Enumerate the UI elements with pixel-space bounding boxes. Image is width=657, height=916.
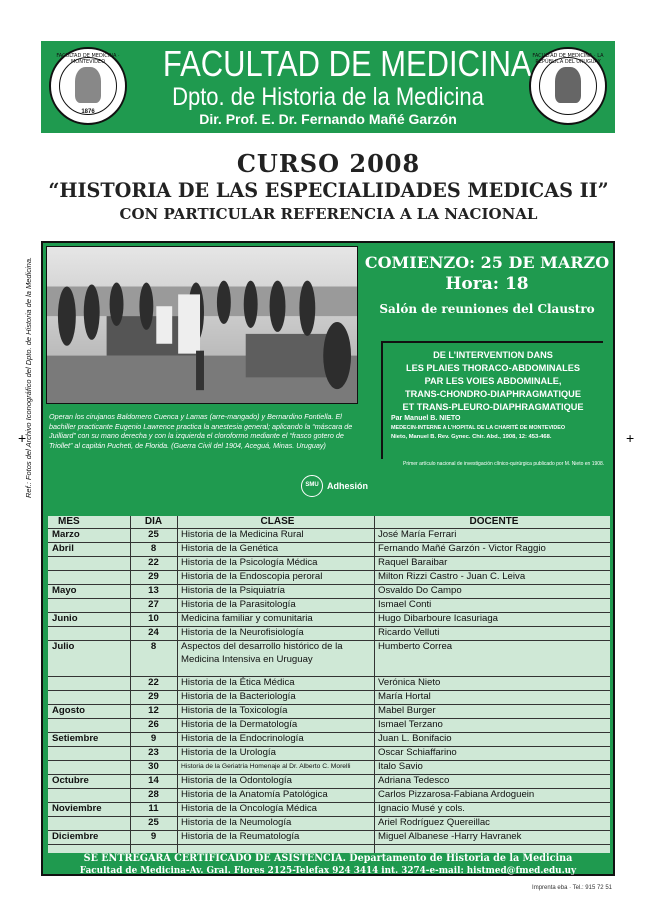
faculty-seal-right (529, 47, 607, 125)
header-director: Dir. Prof. E. Dr. Fernando Mañé Garzón (199, 111, 457, 127)
header-subtitle: Dpto. de Historia de la Medicina (172, 83, 484, 111)
article-reference: Nieto, Manuel B. Rev. Gynec. Chir. Abd., 1908, 12: 453-468. (391, 434, 552, 441)
table-row (48, 789, 610, 803)
cell-docente: Ignacio Musé y cols. (378, 803, 465, 814)
cell-mes: Diciembre (52, 831, 99, 842)
header-clase: CLASE (260, 516, 295, 527)
cell-dia: 24 (148, 627, 159, 638)
table-row (48, 641, 610, 677)
cell-clase: Historia de la Parasitología (181, 599, 296, 610)
cell-docente: Humberto Correa (378, 641, 453, 652)
cell-mes: Octubre (52, 775, 89, 786)
cell-clase: Historia de la Toxicología (181, 705, 288, 716)
cell-clase: Historia de la Genética (181, 543, 279, 554)
cell-mes: Noviembre (52, 803, 102, 814)
cell-clase: Historia de la Endocrinología (181, 733, 304, 744)
table-row (48, 817, 610, 831)
cell-mes (48, 677, 130, 690)
cell-docente: José María Ferrari (378, 529, 457, 540)
cell-docente: Raquel Baraibar (378, 557, 448, 568)
cell-clase: Historia de la Endoscopia peroral (181, 571, 323, 582)
cell-mes: Abril (52, 543, 74, 554)
cell-clase: Historia de la Odontología (181, 775, 292, 786)
cell-mes (48, 817, 130, 830)
sponsor (301, 475, 368, 497)
table-row (48, 585, 610, 599)
venue: Salón de reuniones del Claustro (379, 302, 595, 316)
seal-left-year: 1876 (81, 109, 95, 115)
article-title-line: ET TRANS-PLEURO-DIAPHRAGMATIQUE (402, 401, 584, 412)
cell-dia: 8 (150, 641, 157, 652)
table-row (48, 613, 610, 627)
cell-docente: Osvaldo Do Campo (378, 585, 462, 596)
seal-left-ring-text: FACULTAD DE MEDICINA · MONTEVIDEO (56, 53, 120, 65)
cell-clase: Historia de la Anatomía Patológica (181, 789, 328, 800)
cell-docente: Italo Savio (378, 761, 423, 772)
cell-docente: Ismael Conti (378, 599, 432, 610)
cell-clase: Historia de la Urología (181, 747, 276, 758)
cell-mes (48, 747, 130, 760)
table-row (48, 705, 610, 719)
table-row (48, 529, 610, 543)
cell-dia: 8 (150, 543, 157, 554)
cell-dia: 22 (148, 557, 159, 568)
cell-dia: 13 (148, 585, 159, 596)
cell-dia: 10 (148, 613, 159, 624)
header-docente: DOCENTE (469, 516, 519, 527)
cell-mes (48, 761, 130, 774)
cell-dia: 25 (148, 817, 159, 828)
course-info (361, 253, 613, 316)
cell-docente: Juan L. Bonifacio (378, 733, 452, 744)
footer (43, 853, 613, 875)
course-subtitle: CON PARTICULAR REFERENCIA A LA NACIONAL (119, 205, 538, 223)
table-row (48, 627, 610, 641)
cell-docente: Hugo Dibarboure Icasuriaga (378, 613, 498, 624)
cell-clase: Historia de la Medicina Rural (181, 529, 304, 540)
cell-mes: Agosto (52, 705, 86, 716)
cell-dia: 27 (148, 599, 159, 610)
cell-clase: Historia de la Psicología Médica (181, 557, 318, 568)
table-row (48, 775, 610, 789)
cell-clase: Aspectos del desarrollo histórico de la Medicina Intensiva en Uruguay (181, 641, 343, 665)
header-dia: DIA (144, 516, 163, 527)
cell-mes (48, 627, 130, 640)
article-title-line: TRANS-CHONDRO-DIAPHRAGMATIQUE (405, 388, 581, 399)
header-mes: MES (58, 516, 80, 527)
cell-clase: Historia de la Dermatología (181, 719, 298, 730)
cell-clase: Historia de la Neurofisiología (181, 627, 304, 638)
cell-clase: Historia de la Ética Médica (181, 677, 295, 688)
cell-mes (48, 691, 130, 704)
cell-dia: 14 (148, 775, 159, 786)
header-title: FACULTAD DE MEDICINA (162, 43, 532, 84)
table-row (48, 571, 610, 585)
cell-mes: Junio (52, 613, 78, 624)
schedule-table (48, 516, 610, 853)
cell-docente: Mabel Burger (378, 705, 436, 716)
cell-clase: Historia de la Bacteriología (181, 691, 296, 702)
article-title-line: LES PLAIES THORACO-ABDOMINALES (405, 362, 581, 373)
cell-mes: Setiembre (52, 733, 99, 744)
start-date: COMIENZO: 25 DE MARZO (364, 253, 610, 272)
cell-docente: Ariel Rodríguez Quereillac (378, 817, 490, 828)
cell-docente: Verónica Nieto (378, 677, 441, 688)
crop-mark-left: + (18, 430, 27, 446)
seal-right-ring-text: FACULTAD DE MEDICINA · LA REPÚBLICA DEL URUGUAY (532, 53, 604, 65)
cell-docente: Oscar Schiaffarino (378, 747, 457, 758)
cell-clase: Historia de la Reumatología (181, 831, 300, 842)
cell-clase: Historia de la Oncología Médica (181, 803, 317, 814)
footer-contact: Facultad de Medicina-Av. Gral. Flores 2125-Telefax 924 3414 int. 3274-e-mail: histmed@fmed.edu.uy (79, 865, 577, 876)
cell-dia: 29 (148, 691, 159, 702)
start-hour: Hora: 18 (445, 274, 529, 294)
cell-clase: Historia de la Geriatría Homenaje al Dr. Alberto C. Morelli (181, 763, 351, 770)
course-title: “HISTORIA DE LAS ESPECIALIDADES MEDICAS II” (48, 178, 609, 202)
cell-clase: Medicina familiar y comunitaria (181, 613, 313, 624)
article-box (381, 341, 603, 459)
table-row (48, 803, 610, 817)
cell-docente: Miguel Albanese -Harry Havranek (378, 831, 522, 842)
footer-certificate: SE ENTREGARÁ CERTIFICADO DE ASISTENCIA. Departamento de Historia de la Medicina (83, 853, 573, 864)
table-row (48, 677, 610, 691)
article-position: MEDECIN-INTERNE A L’HOPITAL DE LA CHARITÉ DE MONTEVIDEO (391, 425, 566, 432)
crop-mark-right: + (626, 430, 635, 446)
cell-dia: 12 (148, 705, 159, 716)
cell-dia: 25 (148, 529, 159, 540)
cell-mes (48, 557, 130, 570)
cell-docente: Ismael Terzano (378, 719, 443, 730)
main-panel (41, 241, 615, 876)
table-row (48, 831, 610, 845)
cell-docente: Ricardo Velluti (378, 627, 440, 638)
printer-credit: Imprenta eba · Tel.: 915 72 51 (532, 885, 612, 891)
article-note: Primer artículo nacional de investigación clínico-quirúrgica publicado por M. Nieto en 1908. (403, 461, 605, 467)
cell-mes (48, 789, 130, 802)
cell-docente: Carlos Pizzarosa-Fabiana Ardoguein (378, 789, 535, 800)
cell-dia: 28 (148, 789, 159, 800)
course-year: CURSO 2008 (236, 149, 421, 178)
cell-docente: María Hortal (378, 691, 431, 702)
cell-dia: 30 (148, 761, 159, 772)
article-title-line: PAR LES VOIES ABDOMINALE, (424, 375, 562, 386)
cell-mes (48, 599, 130, 612)
cell-dia: 23 (148, 747, 159, 758)
photo-caption: Operan los cirujanos Baldomero Cuenca y Lamas (arre-mangado) y Bernardino Fontiella. El bachiller practicante Eugenio Lawrence practica la anestesia general; aplicando la “máscara de Juilliard” con su mano derecha y con la izquierda el cloroformo mediante el “frasco gotero de Triollet” al capitán Pucheti, de Florida. (Guerra Civil del 1904, Aceguá, Minas. Uruguay) (49, 412, 353, 451)
historic-photo (46, 246, 358, 404)
cell-mes: Mayo (52, 585, 77, 596)
sponsor-label: Adhesión (327, 481, 369, 491)
cell-mes: Marzo (52, 529, 80, 540)
cell-dia: 26 (148, 719, 159, 730)
cell-mes (48, 719, 130, 732)
table-row (48, 599, 610, 613)
article-title-line: DE L’INTERVENTION DANS (433, 350, 553, 360)
header-banner (41, 41, 615, 133)
smu-logo-icon: SMU (301, 475, 323, 497)
table-row (48, 557, 610, 571)
cell-dia: 22 (148, 677, 159, 688)
cell-docente: Milton Rizzi Castro - Juan C. Leiva (378, 571, 526, 582)
cell-docente: Adriana Tedesco (378, 775, 450, 786)
article-title (383, 349, 603, 413)
table-header-row (48, 516, 610, 529)
cell-dia: 9 (150, 831, 157, 842)
cell-mes: Julio (52, 641, 75, 652)
table-row (48, 543, 610, 557)
side-reference: Ref.: Fotos del Archivo Iconográfico del Dpto. de Historia de la Medicina. (24, 256, 33, 498)
cell-mes (48, 571, 130, 584)
cell-dia: 9 (150, 733, 157, 744)
cell-dia: 29 (148, 571, 159, 582)
cell-clase: Historia de la Neumología (181, 817, 292, 828)
table-row (48, 691, 610, 705)
table-row (48, 747, 610, 761)
cell-docente: Fernando Mañé Garzón - Victor Raggio (378, 543, 546, 554)
table-row (48, 719, 610, 733)
table-row (48, 733, 610, 747)
table-row (48, 761, 610, 775)
cell-clase: Historia de la Psiquiatría (181, 585, 285, 596)
article-author: Par Manuel B. NIETO (391, 415, 461, 423)
cell-dia: 11 (148, 803, 159, 814)
faculty-seal-left (49, 47, 127, 125)
